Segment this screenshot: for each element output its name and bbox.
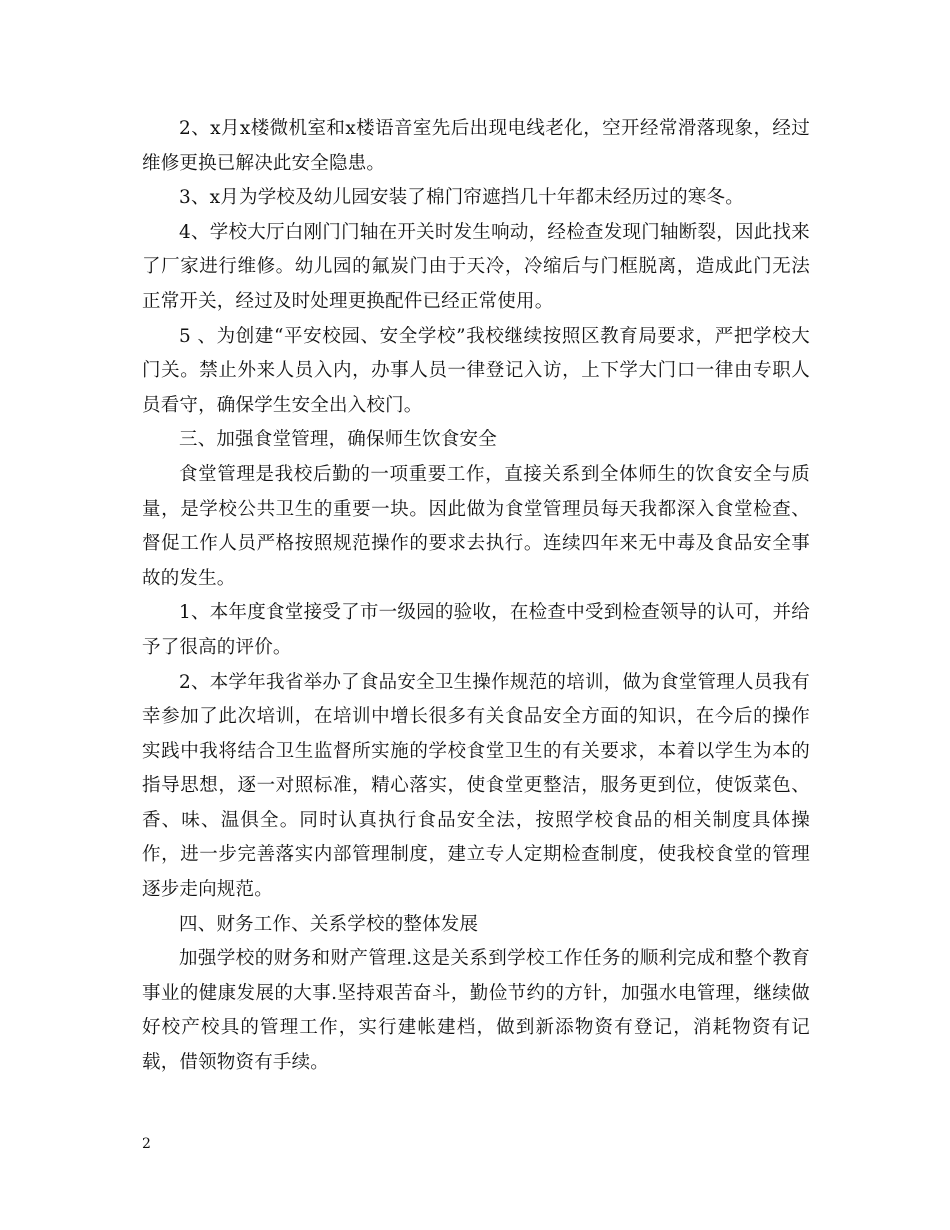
paragraph-door-curtains: 3、x月为学校及幼儿园安装了棉门帘遮挡几十年都未经历过的寒冬。 [179, 187, 744, 209]
section-heading-finance: 四、财务工作、关系学校的整体发展 [179, 913, 479, 935]
paragraph-campus-security: 5 、为创建“平安校园、安全学校”我校继续按照区教育局要求，严把学校大门关。禁止外来人员入内，办事人员一律登记入访，上下学大门口一律由专职人员看守，确保学生安全出入校门。 [142, 325, 810, 416]
paragraph-wiring-repair: 2、x月x楼微机室和x楼语音室先后出现电线老化，空开经常滑落现象，经过维修更换已解决此安全隐患。 [142, 118, 810, 174]
page-number: 2 [142, 1136, 151, 1152]
paragraph-finance-management: 加强学校的财务和财产管理.这是关系到学校工作任务的顺利完成和整个教育事业的健康发展的大事.坚持艰苦奋斗，勤俭节约的方针，加强水电管理，继续做好校产校具的管理工作，实行建帐建档，做到新添物资有登记，消耗物资有记载，借领物资有手续。 [142, 948, 810, 1074]
paragraph-door-repair: 4、学校大厅白刚门门轴在开关时发生响动，经检查发现门轴断裂，因此找来了厂家进行维修。幼儿园的氟炭门由于天冷，冷缩后与门框脱离，造成此门无法正常开关，经过及时处理更换配件已经正常使用。 [142, 221, 810, 312]
page-body [142, 112, 810, 1081]
section-heading-canteen: 三、加强食堂管理，确保师生饮食安全 [179, 429, 497, 451]
paragraph-canteen-management: 食堂管理是我校后勤的一项重要工作，直接关系到全体师生的饮食安全与质量，是学校公共卫生的重要一块。因此做为食堂管理员每天我都深入食堂检查、督促工作人员严格按照规范操作的要求去执行。连续四年来无中毒及食品安全事故的发生。 [142, 463, 810, 589]
paragraph-canteen-inspection: 1、本年度食堂接受了市一级园的验收，在检查中受到检查领导的认可，并给予了很高的评价。 [142, 602, 810, 658]
paragraph-food-safety-training: 2、本学年我省举办了食品安全卫生操作规范的培训，做为食堂管理人员我有幸参加了此次培训，在培训中增长很多有关食品安全方面的知识，在今后的操作实践中我将结合卫生监督所实施的学校食堂卫生的有关要求，本着以学生为本的指导思想，逐一对照标准，精心落实，使食堂更整洁，服务更到位，使饭菜色、香、味、温俱全。同时认真执行食品安全法，按照学校食品的相关制度具体操作，进一步完善落实内部管理制度，建立专人定期检查制度，使我校食堂的管理逐步走向规范。 [142, 671, 810, 901]
